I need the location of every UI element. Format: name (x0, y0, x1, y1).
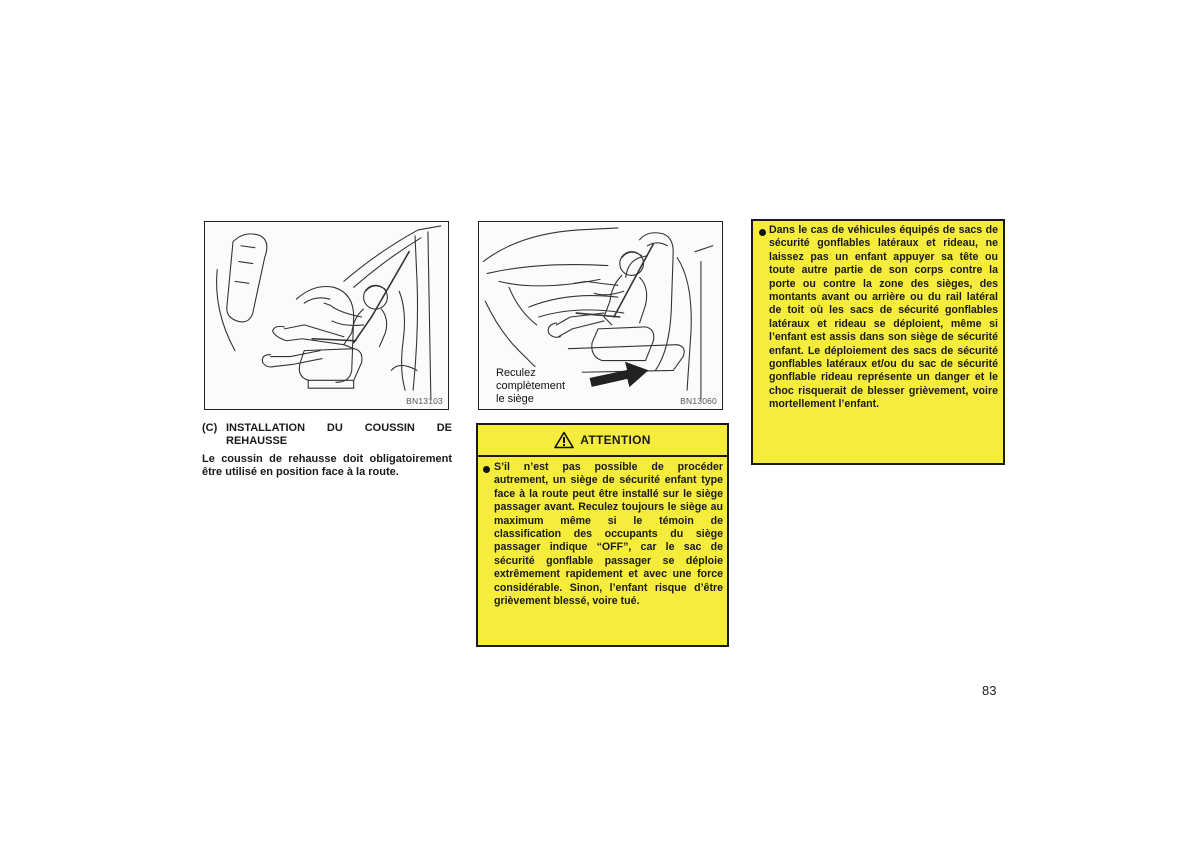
booster-seat-drawing (205, 222, 448, 409)
move-back-arrow-icon (590, 362, 647, 386)
attention-box (476, 423, 729, 647)
page-number: 83 (982, 683, 997, 698)
attention-text: S’il n’est pas possible de procéder autrement, un siège de sécurité enfant type face à la route peut être installé sur le siège passager avant. Reculez toujours le siège au maximum même si le témoin de classification des occupants du siège passager indique “OFF”, car le sac de sécurité gonflable passager se déploie extrêmement rapidement et avec une force considérable. Sinon, l’enfant risque d’être grièvement blessé, voire tué. (494, 461, 723, 608)
warning-triangle-icon (554, 431, 574, 449)
callout-line-2: complètement (496, 380, 566, 392)
section-heading (202, 422, 452, 448)
heading-line-2: REHAUSSE (226, 435, 288, 447)
warning-text: Dans le cas de véhicules équipés de sacs de sécurité gonflables latéraux et rideau, ne laissez pas un enfant appuyer sa tête ou toute autre partie de son corps contre la porte ou contre la zone des sièges, des montants avant ou arrière ou du rail latéral de toit où les sacs de sécurité gonflables latéraux et rideau se déploient, même si l’enfant est assis dans son siège de sécurité enfant. Le déploiement des sacs de sécurité gonflables latéraux et/ou du sac de sécurité gonflable rideau représente un danger et le choc risquerait de blesser grièvement, voire mortellement l’enfant. (769, 224, 998, 411)
seat-callout (494, 367, 582, 406)
heading-word-2: DU (326, 422, 343, 434)
attention-header (478, 425, 727, 457)
booster-seat-illustration (204, 221, 449, 410)
side-airbag-warning-box (751, 219, 1005, 465)
callout-line-3: le siège (496, 393, 534, 405)
figure-code: BN13060 (680, 396, 717, 406)
heading-word-3: COUSSIN (364, 422, 415, 434)
warning-bullet-icon (759, 229, 766, 236)
attention-heading: ATTENTION (580, 433, 651, 447)
callout-line-1: Reculez (496, 367, 536, 379)
heading-word-4: DE (436, 422, 452, 434)
section-tag: (C) (202, 422, 218, 434)
section-body: Le coussin de rehausse doit obligatoirement être utilisé en position face à la route. (202, 453, 452, 479)
figure-code: BN13103 (406, 396, 443, 406)
attention-bullet-icon (483, 466, 490, 473)
heading-word-1: INSTALLATION (226, 422, 306, 434)
seat-adjustment-illustration (478, 221, 723, 410)
